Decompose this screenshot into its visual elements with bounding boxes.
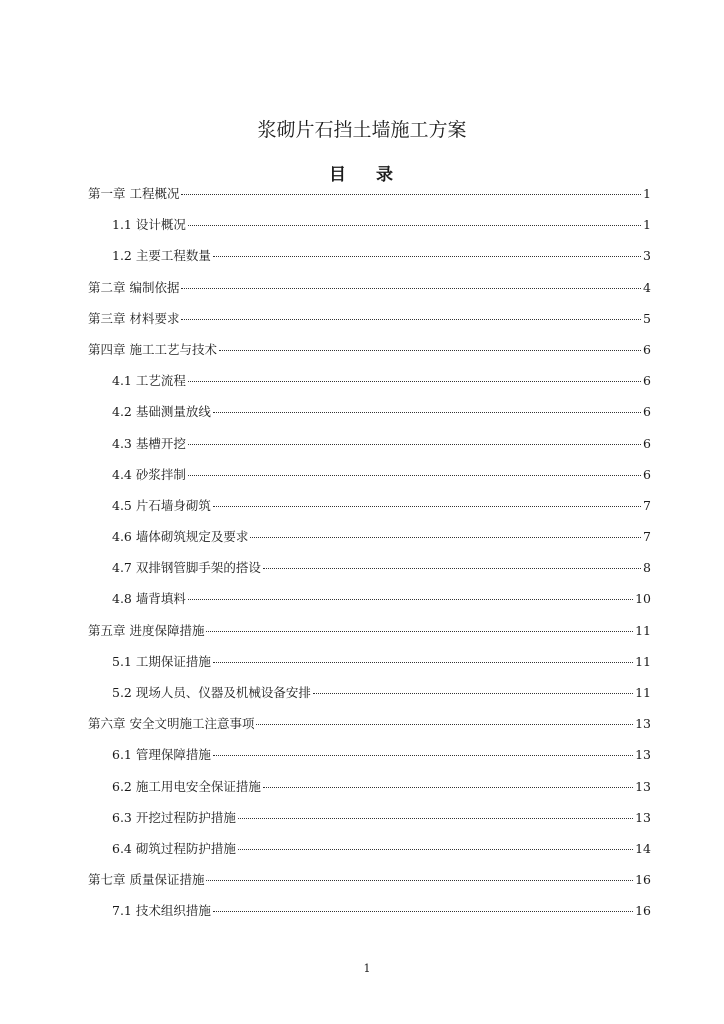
toc-entry-page: 16 <box>635 872 651 888</box>
toc-entry-page: 10 <box>635 591 651 607</box>
toc-entry-label: 4.2 基础测量放线 <box>112 404 211 420</box>
toc-entry-label: 4.3 基槽开挖 <box>112 435 186 451</box>
toc-section-entry[interactable] <box>88 745 651 776</box>
toc-entry-page: 14 <box>635 840 651 856</box>
toc-entry-label: 6.3 开挖过程防护措施 <box>112 809 236 825</box>
toc-leader-dots <box>181 194 641 195</box>
toc-entry-label: 第四章 施工工艺与技术 <box>88 341 217 357</box>
toc-leader-dots <box>250 537 641 538</box>
toc-entry-page: 4 <box>643 279 651 295</box>
toc-chapter-entry[interactable] <box>88 714 651 745</box>
toc-entry-label: 第二章 编制依据 <box>88 279 180 295</box>
toc-entry-page: 11 <box>635 622 651 638</box>
toc-section-entry[interactable] <box>88 371 651 402</box>
toc-leader-dots <box>263 787 633 788</box>
toc-chapter-entry[interactable] <box>88 340 651 371</box>
toc-entry-label: 7.1 技术组织措施 <box>112 903 211 919</box>
toc-leader-dots <box>188 381 641 382</box>
toc-entry-page: 6 <box>643 404 651 420</box>
toc-chapter-entry[interactable] <box>88 309 651 340</box>
toc-leader-dots <box>238 818 633 819</box>
toc-entry-page: 7 <box>643 529 651 545</box>
toc-chapter-entry[interactable] <box>88 621 651 652</box>
toc-leader-dots <box>263 568 641 569</box>
toc-entry-page: 5 <box>643 310 651 326</box>
toc-leader-dots <box>256 724 633 725</box>
toc-section-entry[interactable] <box>88 496 651 527</box>
toc-entry-label: 6.2 施工用电安全保证措施 <box>112 778 261 794</box>
toc-leader-dots <box>213 412 641 413</box>
toc-leader-dots <box>213 662 633 663</box>
toc-entry-label: 第三章 材料要求 <box>88 310 180 326</box>
toc-entry-label: 1.2 主要工程数量 <box>112 248 211 264</box>
toc-chapter-entry[interactable] <box>88 278 651 309</box>
toc-entry-page: 11 <box>635 685 651 700</box>
toc-entry-label: 4.7 双排钢管脚手架的搭设 <box>112 560 261 576</box>
toc-leader-dots <box>188 444 641 445</box>
toc-entry-page: 16 <box>635 903 651 919</box>
toc-entry-page: 1 <box>643 217 651 233</box>
toc-leader-dots <box>313 693 633 694</box>
toc-entry-label: 4.5 片石墙身砌筑 <box>112 497 211 513</box>
toc-entry-label: 4.1 工艺流程 <box>112 373 186 389</box>
toc-section-entry[interactable] <box>88 652 651 683</box>
toc-leader-dots <box>188 475 641 476</box>
toc-entry-label: 1.1 设计概况 <box>112 217 186 233</box>
toc-section-entry[interactable] <box>88 558 651 589</box>
toc-section-entry[interactable] <box>88 434 651 465</box>
toc-entry-label: 6.1 管理保障措施 <box>112 747 211 763</box>
toc-entry-page: 13 <box>635 778 651 794</box>
toc-heading: 目 录 <box>329 165 405 185</box>
document-title: 浆砌片石挡土墙施工方案 <box>257 119 467 141</box>
toc-leader-dots <box>213 755 633 756</box>
toc-leader-dots <box>213 911 633 912</box>
toc-section-entry[interactable] <box>88 402 651 433</box>
toc-entry-page: 6 <box>643 466 651 482</box>
toc-section-entry[interactable] <box>88 215 651 246</box>
toc-section-entry[interactable] <box>88 839 651 870</box>
toc-entry-page: 13 <box>635 747 651 763</box>
toc-entry-page: 1 <box>643 186 651 201</box>
toc-chapter-entry[interactable] <box>88 870 651 901</box>
toc-section-entry[interactable] <box>88 901 651 932</box>
table-of-contents <box>88 184 651 933</box>
toc-entry-page: 6 <box>643 341 651 357</box>
toc-section-entry[interactable] <box>88 683 651 714</box>
toc-entry-page: 3 <box>643 248 651 264</box>
page-number: 1 <box>363 962 371 975</box>
toc-entry-label: 4.6 墙体砌筑规定及要求 <box>112 529 249 545</box>
toc-chapter-entry[interactable] <box>88 184 651 215</box>
toc-leader-dots <box>181 288 641 289</box>
toc-leader-dots <box>219 350 641 351</box>
toc-entry-label: 第五章 进度保障措施 <box>88 622 205 638</box>
toc-entry-label: 5.1 工期保证措施 <box>112 653 211 669</box>
toc-leader-dots <box>213 256 641 257</box>
toc-entry-label: 4.8 墙背填料 <box>112 591 186 607</box>
toc-entry-page: 13 <box>635 809 651 825</box>
toc-section-entry[interactable] <box>88 777 651 808</box>
toc-leader-dots <box>206 880 633 881</box>
toc-entry-label: 第七章 质量保证措施 <box>88 872 205 888</box>
toc-leader-dots <box>188 599 633 600</box>
toc-leader-dots <box>188 225 641 226</box>
toc-section-entry[interactable] <box>88 527 651 558</box>
toc-entry-label: 5.2 现场人员、仪器及机械设备安排 <box>112 685 311 700</box>
toc-entry-label: 6.4 砌筑过程防护措施 <box>112 840 236 856</box>
toc-entry-label: 第一章 工程概况 <box>88 186 180 201</box>
toc-entry-label: 第六章 安全文明施工注意事项 <box>88 716 255 732</box>
toc-entry-page: 13 <box>635 716 651 732</box>
toc-leader-dots <box>238 849 633 850</box>
toc-entry-page: 11 <box>635 653 651 669</box>
toc-entry-page: 7 <box>643 497 651 513</box>
toc-section-entry[interactable] <box>88 808 651 839</box>
toc-leader-dots <box>181 319 641 320</box>
toc-leader-dots <box>206 631 633 632</box>
toc-section-entry[interactable] <box>88 246 651 277</box>
toc-section-entry[interactable] <box>88 589 651 620</box>
toc-entry-page: 8 <box>643 560 651 576</box>
toc-section-entry[interactable] <box>88 465 651 496</box>
toc-entry-page: 6 <box>643 435 651 451</box>
toc-entry-label: 4.4 砂浆拌制 <box>112 466 186 482</box>
toc-entry-page: 6 <box>643 373 651 389</box>
toc-leader-dots <box>213 506 641 507</box>
